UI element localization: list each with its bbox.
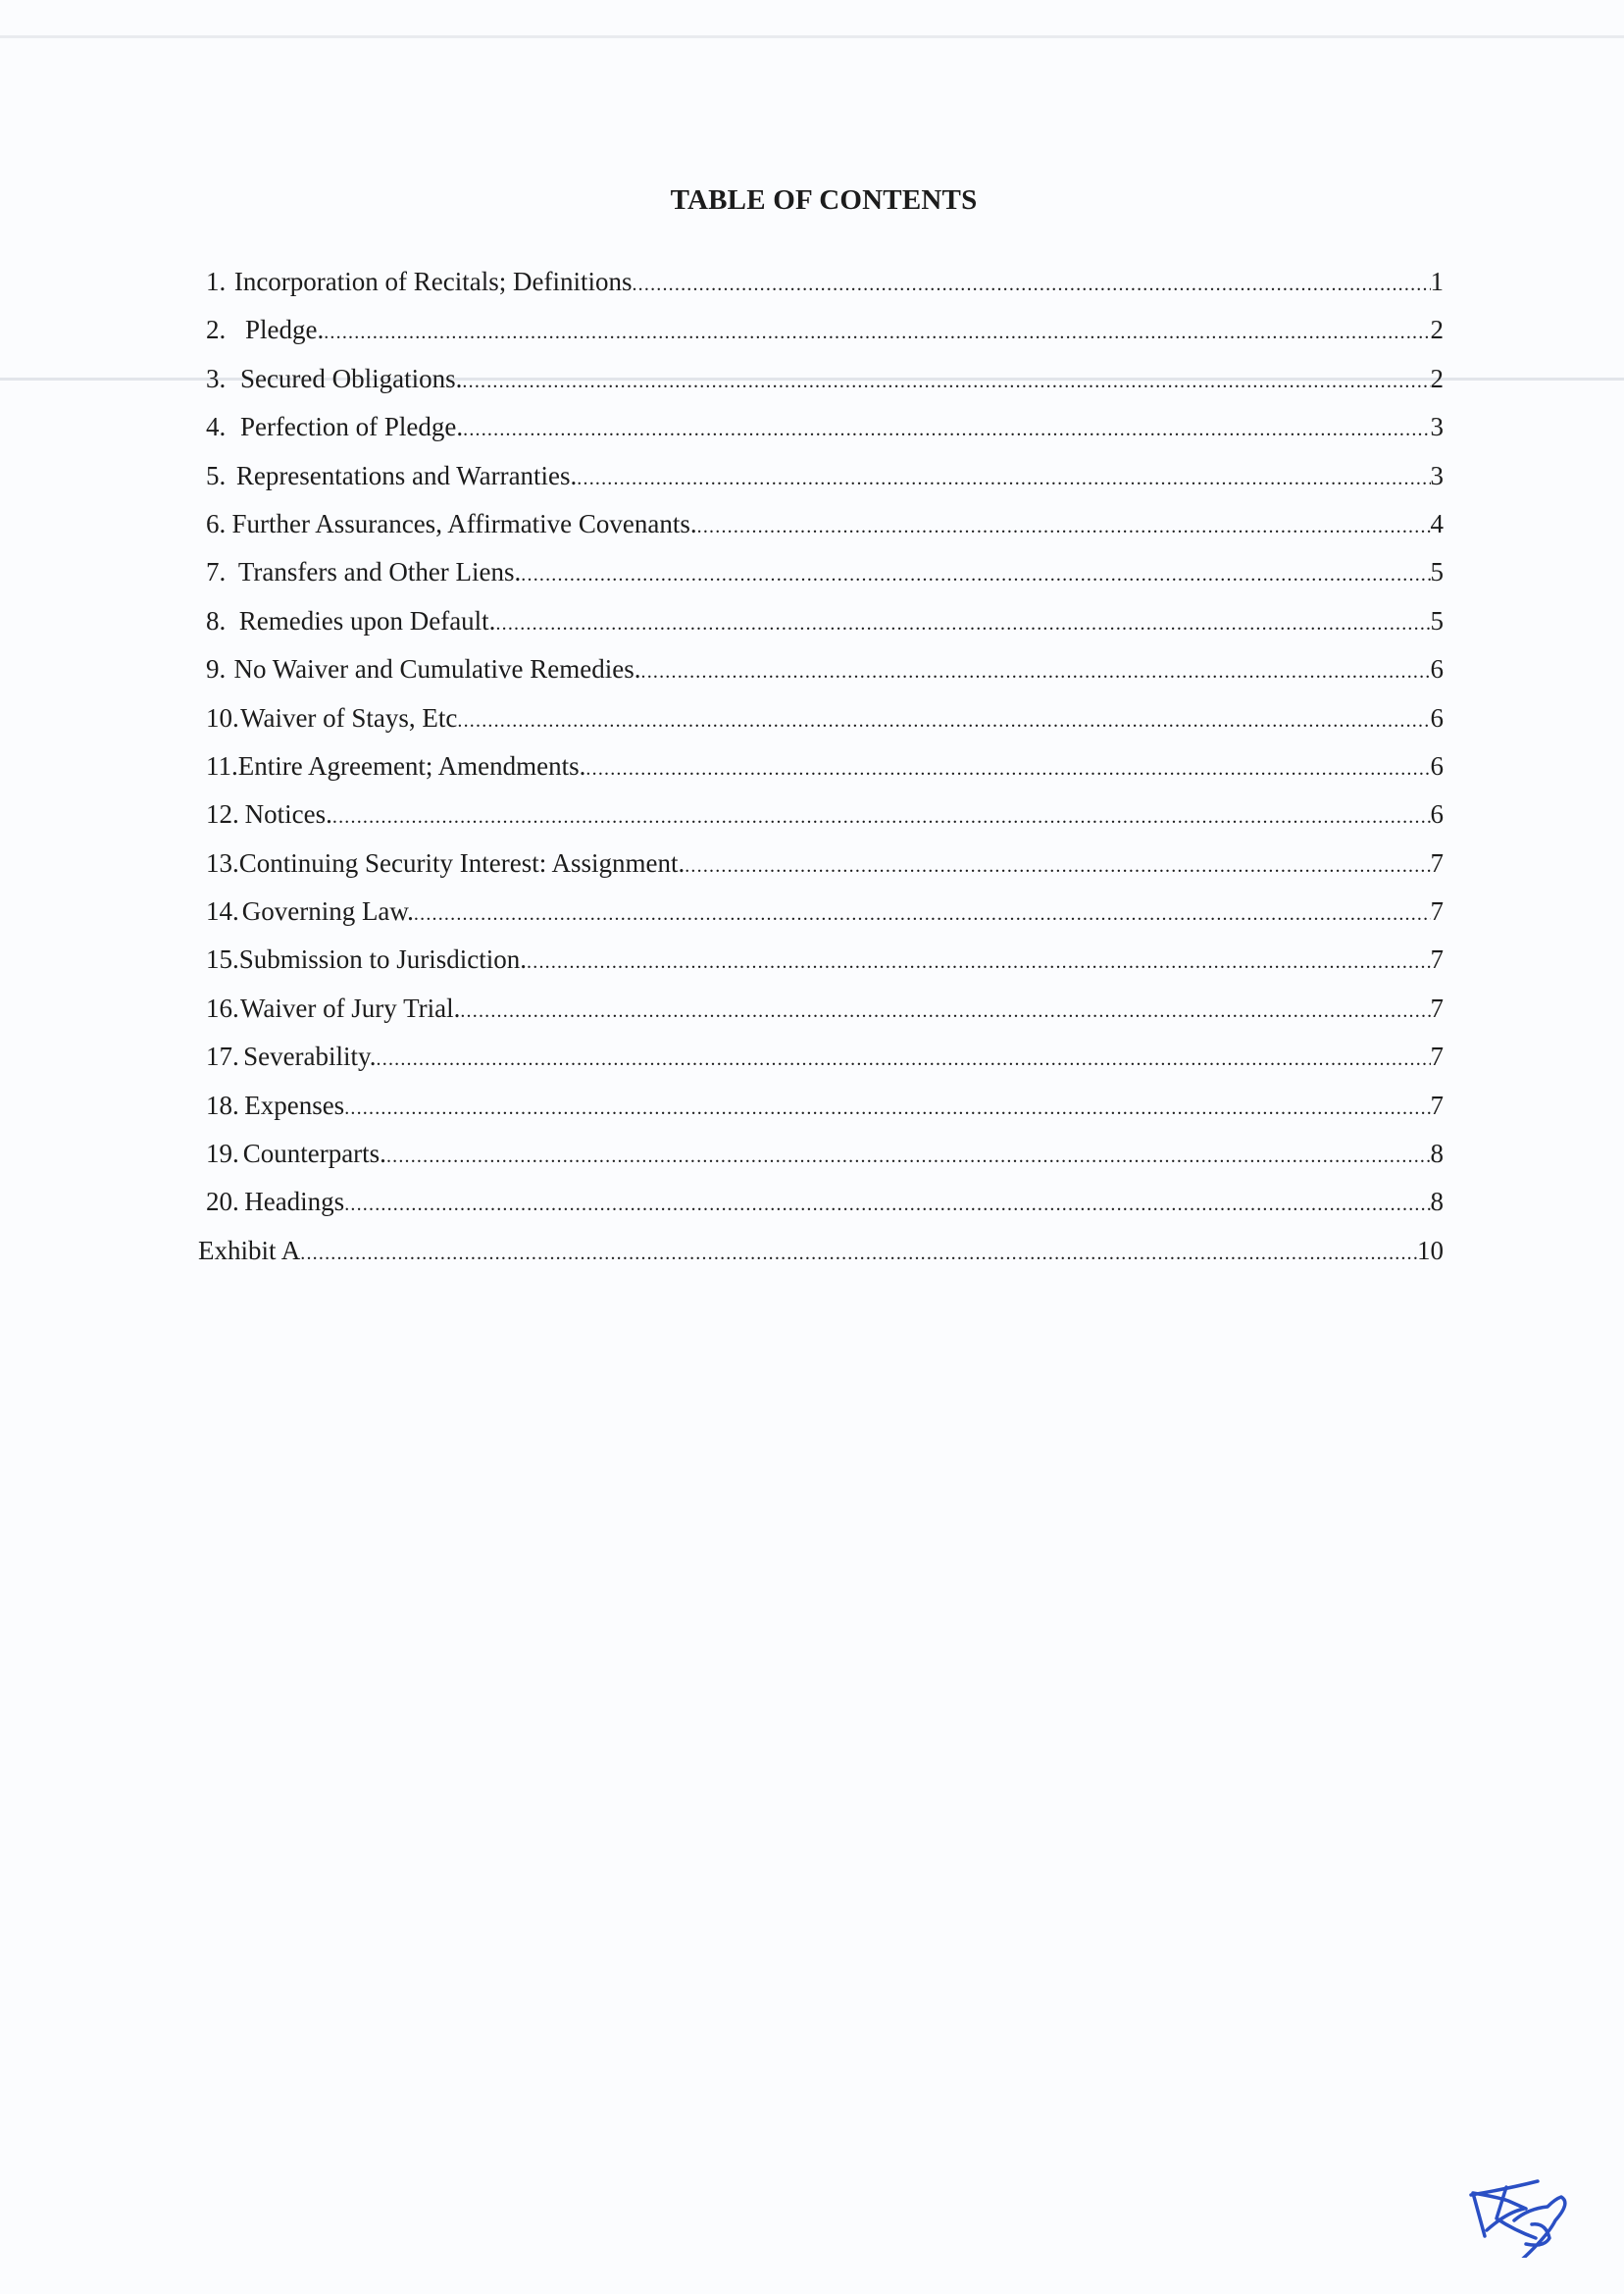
toc-entry-number: 13. <box>206 847 239 878</box>
signature-initials <box>1467 2169 1575 2258</box>
toc-entry-title: Secured Obligations. <box>239 363 463 393</box>
toc-entry[interactable] <box>202 364 1444 412</box>
toc-entry-page: 3 <box>1430 412 1444 442</box>
toc-entry-title: Pledge. <box>244 315 325 345</box>
toc-entry-page: 5 <box>1430 605 1444 636</box>
dot-leader <box>344 1194 1430 1216</box>
toc-entry-number: 9. <box>206 654 227 685</box>
dot-leader <box>344 1097 1430 1120</box>
toc-entry-page: 10 <box>1417 1235 1444 1265</box>
toc-entry-title: Waiver of Stays, Etc <box>240 702 458 733</box>
toc-entry-title: Governing Law. <box>241 896 414 927</box>
toc-entry-page: 7 <box>1430 847 1444 878</box>
toc-entry[interactable] <box>202 896 1444 944</box>
toc-entry[interactable] <box>202 557 1444 605</box>
toc-entry[interactable] <box>202 1139 1444 1187</box>
toc-entry[interactable] <box>202 509 1444 557</box>
toc-entry-number: 20. <box>206 1187 239 1217</box>
dot-leader <box>386 1146 1431 1168</box>
toc-entry-title: Entire Agreement; Amendments. <box>237 750 586 781</box>
toc-entry-page: 7 <box>1430 944 1444 975</box>
toc-entry-page: 1 <box>1430 267 1444 296</box>
toc-entry-title: No Waiver and Cumulative Remedies. <box>233 654 641 685</box>
toc-entry-title: Waiver of Jury Trial. <box>240 993 461 1023</box>
toc-entry[interactable] <box>202 703 1444 751</box>
toc-entry-page: 6 <box>1430 750 1444 781</box>
toc-entry-title: Exhibit A <box>198 1235 301 1265</box>
toc-entry-number: 14. <box>206 896 239 927</box>
toc-entry-number: 1. <box>206 267 227 296</box>
toc-entry[interactable] <box>202 1042 1444 1090</box>
dot-leader <box>577 468 1430 490</box>
dot-leader <box>641 661 1431 684</box>
toc-entry-title: Continuing Security Interest: Assignment. <box>238 847 685 878</box>
page-title: TABLE OF CONTENTS <box>670 184 978 216</box>
toc-entry-title: Expenses <box>244 1090 345 1120</box>
toc-entry-title: Representations and Warranties. <box>235 460 578 490</box>
toc-entry-number: 6. <box>206 508 227 538</box>
toc-entry-number: 17. <box>206 1042 239 1072</box>
dot-leader <box>521 564 1430 586</box>
toc-entry-page: 5 <box>1430 557 1444 587</box>
toc-entry-number: 4. <box>206 412 227 442</box>
toc-entry-title: Incorporation of Recitals; Definitions <box>233 267 633 296</box>
toc-entry-page: 7 <box>1430 993 1444 1023</box>
toc-entry-number: 12. <box>206 799 239 830</box>
dot-leader <box>332 806 1431 829</box>
toc-entry-page: 3 <box>1430 460 1444 490</box>
toc-entry-page: 7 <box>1430 1042 1444 1072</box>
toc-entry-title: Transfers and Other Liens. <box>237 557 522 587</box>
toc-entry-number: 19. <box>206 1139 239 1169</box>
dot-leader <box>495 613 1430 636</box>
dot-leader <box>462 371 1430 393</box>
toc-entry-number: 16. <box>206 993 239 1023</box>
toc-entry-number: 2. <box>206 315 227 345</box>
dot-leader <box>685 855 1430 878</box>
toc-entry-exhibit[interactable] <box>198 1235 1444 1284</box>
toc-entry-number: 5. <box>206 460 227 490</box>
scan-artifact <box>0 35 1624 38</box>
toc-entry[interactable] <box>202 994 1444 1042</box>
toc-entry-page: 7 <box>1430 896 1444 927</box>
toc-entry-number: 15. <box>206 944 239 975</box>
dot-leader <box>457 710 1430 733</box>
toc-entry[interactable] <box>202 315 1444 363</box>
toc-entry[interactable] <box>202 944 1444 993</box>
dot-leader <box>460 1000 1430 1023</box>
toc-entry[interactable] <box>202 1091 1444 1139</box>
dot-leader <box>377 1048 1431 1071</box>
toc-entry-title: Remedies upon Default. <box>238 605 496 636</box>
table-of-contents <box>198 267 1444 1284</box>
toc-entry-page: 6 <box>1430 799 1444 830</box>
toc-entry-number: 11. <box>206 750 238 781</box>
toc-entry-page: 4 <box>1430 508 1444 538</box>
toc-entry-title: Notices. <box>244 799 332 830</box>
toc-entry-number: 18. <box>206 1090 239 1120</box>
toc-entry-page: 2 <box>1430 363 1444 393</box>
dot-leader <box>414 903 1431 926</box>
toc-entry[interactable] <box>202 461 1444 509</box>
toc-entry-page: 7 <box>1430 1090 1444 1120</box>
toc-entry-page: 8 <box>1430 1187 1444 1217</box>
toc-entry-title: Severability. <box>243 1042 377 1072</box>
toc-entry-title: Perfection of Pledge. <box>239 412 464 442</box>
toc-entry[interactable] <box>202 799 1444 847</box>
toc-entry[interactable] <box>202 606 1444 654</box>
toc-entry-number: 7. <box>206 557 227 587</box>
dot-leader <box>585 758 1430 781</box>
toc-entry-title: Further Assurances, Affirmative Covenants. <box>231 508 697 538</box>
dot-leader <box>527 951 1430 974</box>
dot-leader <box>324 322 1430 344</box>
dot-leader <box>697 516 1431 538</box>
dot-leader <box>300 1243 1417 1265</box>
toc-entry-title: Counterparts. <box>242 1139 386 1169</box>
toc-entry-title: Submission to Jurisdiction. <box>238 944 528 975</box>
dot-leader <box>463 419 1430 441</box>
toc-entry-page: 2 <box>1430 315 1444 345</box>
dot-leader <box>632 274 1430 296</box>
toc-entry-number: 10. <box>206 702 239 733</box>
toc-entry[interactable] <box>202 751 1444 799</box>
toc-entry[interactable] <box>202 654 1444 702</box>
toc-entry[interactable] <box>202 848 1444 896</box>
toc-entry-number: 3. <box>206 363 227 393</box>
toc-entry[interactable] <box>202 267 1444 315</box>
toc-entry-number: 8. <box>206 605 227 636</box>
toc-entry-page: 8 <box>1430 1139 1444 1169</box>
toc-entry-page: 6 <box>1430 654 1444 685</box>
toc-entry[interactable] <box>202 412 1444 460</box>
toc-entry-title: Headings <box>244 1187 345 1217</box>
toc-entry[interactable] <box>202 1187 1444 1235</box>
toc-entry-page: 6 <box>1430 702 1444 733</box>
